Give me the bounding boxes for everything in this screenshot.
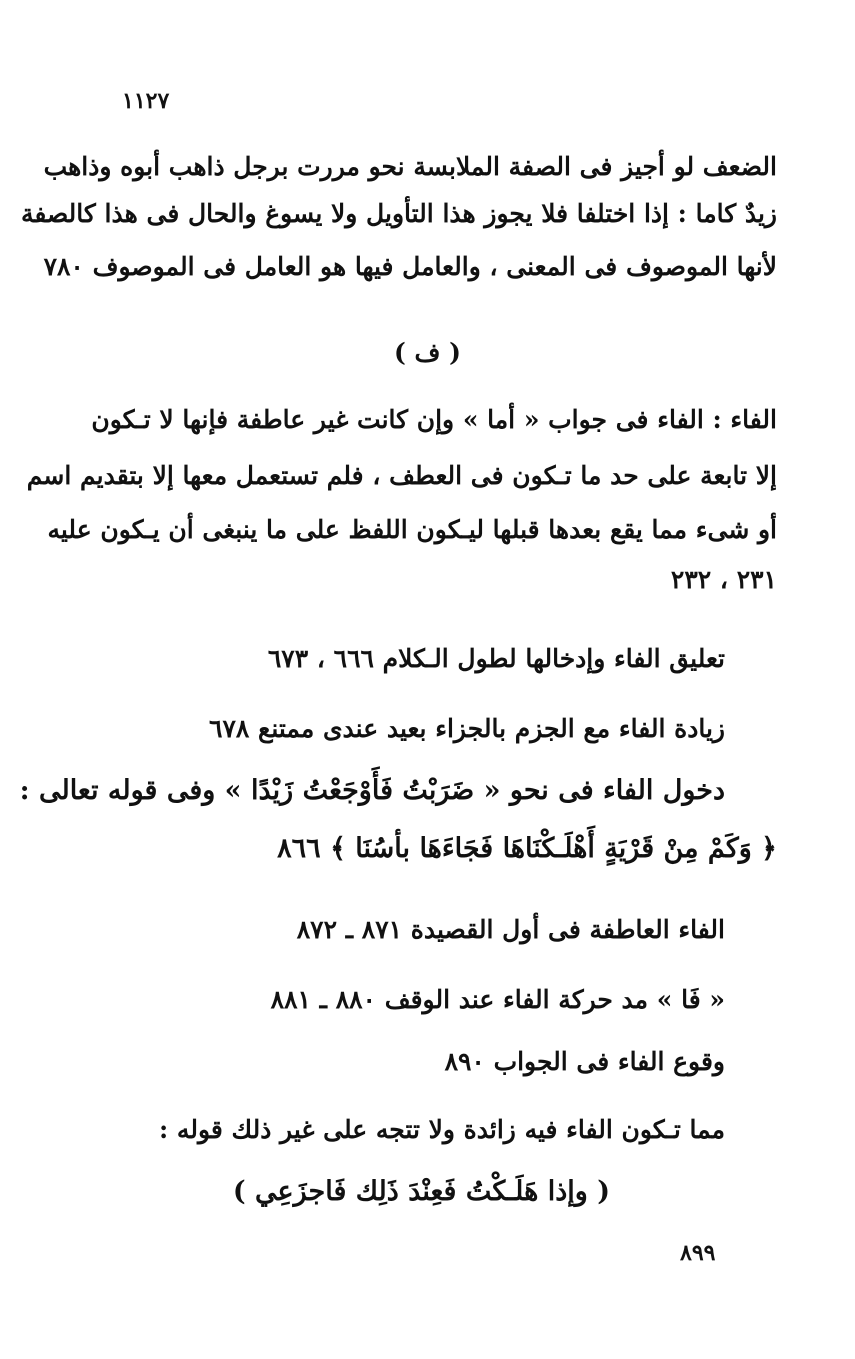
paragraph-2-line-3: أو شىء مما يقع بعدها قبلها ليـكون اللفظ على ما ينبغى أن يـكون عليه	[47, 515, 777, 544]
page-number-bottom: ٨٩٩	[680, 1240, 716, 1266]
poetry-verse: ( وإذا هَلَـكْتُ فَعِنْدَ ذَلِك فَاجزَعِي )	[232, 1176, 610, 1207]
entry-dukhul-al-fa: دخول الفاء فى نحو « ضَرَبْتُ فَأَوْجَعْتُ زَيْدًا » وفى قوله تعالى :	[19, 775, 725, 806]
paragraph-2-pages: ٢٣١ ، ٢٣٢	[670, 565, 777, 594]
entry-taliq-al-fa: تعليق الفاء وإدخالها لطول الـكلام ٦٦٦ ، ٦٧٣	[267, 644, 725, 673]
paragraph-2-line-1: الفاء : الفاء فى جواب « أما » وإن كانت غير عاطفة فإنها لا تـكون	[91, 405, 777, 434]
entry-zaida-al-fa: مما تـكون الفاء فيه زائدة ولا تتجه على غير ذلك قوله :	[159, 1115, 725, 1144]
paragraph-2-line-2: إلا تابعة على حد ما تـكون فى العطف ، فلم تستعمل معها إلا بتقديم اسم	[26, 461, 777, 490]
section-heading: ( ف )	[394, 338, 461, 367]
quran-verse-line: ﴿ وَكَمْ مِنْ قَرْيَةٍ أَهْلَـكْنَاهَا فَجَاءَهَا بأسُنَا ﴾ ٨٦٦	[277, 833, 777, 864]
paragraph-1-line-3: لأنها الموصوف فى المعنى ، والعامل فيها هو العامل فى الموصوف ٧٨٠	[43, 252, 777, 281]
entry-al-fa-al-atifa: الفاء العاطفة فى أول القصيدة ٨٧١ ـ ٨٧٢	[296, 915, 725, 944]
paragraph-1-line-2: زيدٌ كاما : إذا اختلفا فلا يجوز هذا التأويل ولا يسوغ والحال فى هذا كالصفة	[20, 199, 777, 228]
entry-fa-madd: « فَا » مد حركة الفاء عند الوقف ٨٨٠ ـ ٨٨١	[270, 985, 725, 1014]
entry-wuqu-al-fa: وقوع الفاء فى الجواب ٨٩٠	[444, 1047, 725, 1076]
entry-ziyadat-al-fa: زيادة الفاء مع الجزم بالجزاء بعيد عندى ممتنع ٦٧٨	[209, 714, 725, 743]
paragraph-1-line-1: الضعف لو أجيز فى الصفة الملابسة نحو مررت برجل ذاهب أبوه وذاهب	[43, 152, 777, 181]
page-number-top: ١١٢٧	[122, 88, 170, 114]
